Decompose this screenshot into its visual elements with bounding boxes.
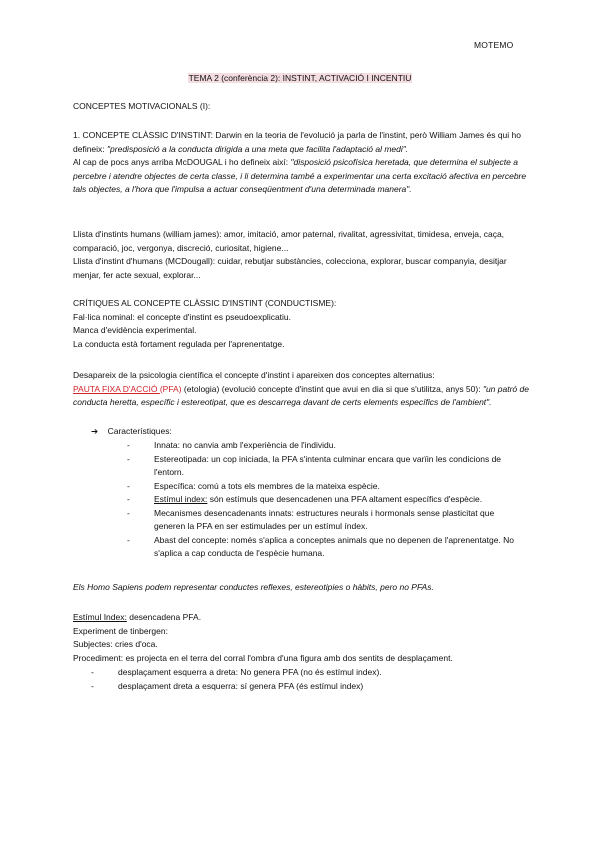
- list-item: - Abast del concepte: només s'aplica a conceptes animals que no depenen de l'aprenentatge. No s'aplica a cap conducta de l'espècie humana.: [127, 534, 527, 561]
- characteristics-heading: [91, 425, 172, 439]
- critiques-block: [73, 297, 533, 351]
- experiment-line: Experiment de tinbergen:: [73, 625, 168, 636]
- homo-sapiens-note: Els Homo Sapiens podem representar conductes reflexes, estereotipies o hàbits, pero no PFAs.: [73, 582, 434, 592]
- pfa-block: [73, 369, 533, 410]
- concept-text1: Darwin en la teoria de l'evolució ja parla de l'instint, però William James és qui ho defineix:: [73, 130, 521, 154]
- list-item: - desplaçament esquerra a dreta: No genera PFA (no és estímul index).: [91, 666, 531, 680]
- critique-item: Fal·lica nominal: el concepte d'instint es pseudoexplicatiu.: [73, 311, 292, 322]
- list-item: - Estímul index: són estímuls que desencadenen una PFA altament específics d'espècie.: [127, 493, 527, 507]
- list-item: - Estereotipada: un cop iniciada, la PFA s'intenta culminar encara que varïin les condicions de l'entorn.: [127, 453, 527, 480]
- concept-text: [73, 129, 533, 156]
- list-mcdougall: Llista d'instint d'humans (MCDougall): cuidar, rebutjar substàncies, colecciona, explorar, buscar companyia, desitjar menjar, fer acte sexual, explorar...: [73, 256, 507, 280]
- subjects-line: Subjectes: cries d'oca.: [73, 639, 158, 649]
- characteristics-list: [127, 439, 527, 561]
- document-title: [0, 73, 600, 83]
- title-text: TEMA 2 (conferència 2): INSTINT, ACTIVACIÓ I INCENTIU: [188, 73, 412, 83]
- procedure-list: [91, 666, 531, 693]
- concept-quote1: "predisposició a la conducta dirigida a una meta que facilita l'adaptació al medi".: [107, 143, 409, 154]
- estimul-line: Estímul Index: desencadena PFA.: [73, 612, 202, 622]
- list-item: - Mecanismes desencadenants innats: estructures neurals i hormonals sense plasticitat que generen la PFA en ser estimulades per un estímul índex.: [127, 507, 527, 534]
- estimul-index-label: Estímul index:: [154, 494, 208, 504]
- pfa-definition: [73, 383, 533, 410]
- pfa-text: (etologia) (evolució concepte d'instint que avui en dia si que s'utilitza, anys 50):: [181, 383, 483, 394]
- estimul-label: Estímul Index:: [73, 612, 127, 622]
- pfa-term: PAUTA FIXA D'ACCIÓ: [73, 383, 160, 394]
- critique-item: Manca d'evidència experimental.: [73, 325, 197, 335]
- estimul-block: [73, 611, 533, 665]
- section-heading: CONCEPTES MOTIVACIONALS (I):: [73, 101, 211, 111]
- pfa-quote: "un patró de conducta heretta, específic i estereotipat, que es descarrega davant de certs elements específics de l'ambient".: [73, 383, 529, 407]
- concept-text2: Al cap de pocs anys arriba McDOUGAL i ho defineix així:: [73, 157, 291, 167]
- pfa-abbr: (PFA): [159, 383, 182, 394]
- instinct-lists: [73, 228, 533, 282]
- list-james: Llista d'instints humans (william james): amor, imitació, amor paternal, rivalitat, agressivitat, timidesa, enveja, caça, comparació, joc, vergonya, discreció, curiositat, higiene...: [73, 229, 505, 253]
- procedure-line: Procediment: es projecta en el terra del corral l'ombra d'una figura amb dos sentits de desplaçament.: [73, 652, 453, 663]
- pfa-intro: Desapareix de la psicologia científica el concepte d'instint i apareixen dos conceptes alternatius:: [73, 370, 435, 380]
- concept-text-2: [73, 156, 533, 197]
- arrow-icon: ➔: [91, 426, 99, 436]
- header-label: MOTEMO: [474, 40, 514, 50]
- list-item: - desplaçament dreta a esquerra: sí genera PFA (és estímul index): [91, 680, 531, 694]
- list-item: - Específica: comú a tots els membres de la mateixa espècie.: [127, 480, 527, 494]
- concept-paragraph: [73, 129, 533, 197]
- critiques-heading: CRÍTIQUES AL CONCEPTE CLÀSSIC D'INSTINT (CONDUCTISME):: [73, 298, 337, 308]
- list-item: - Innata: no canvia amb l'experiència de l'individu.: [127, 439, 527, 453]
- critique-item: La conducta està fortament regulada per l'aprenentatge.: [73, 338, 285, 349]
- concept-heading: 1. CONCEPTE CLÀSSIC D'INSTINT:: [73, 130, 214, 140]
- characteristics-label: Característiques:: [107, 426, 172, 436]
- concept-quote2: "disposició psicofísica heretada, que determina el subjecte a percebre i atendre objectes de certa classe, i li determina també a experimentar una certa excitació afectiva en percebre tals objectes, a l'hora que l'impulsa a actuar conseqüentment d'una determinada manera".: [73, 157, 527, 194]
